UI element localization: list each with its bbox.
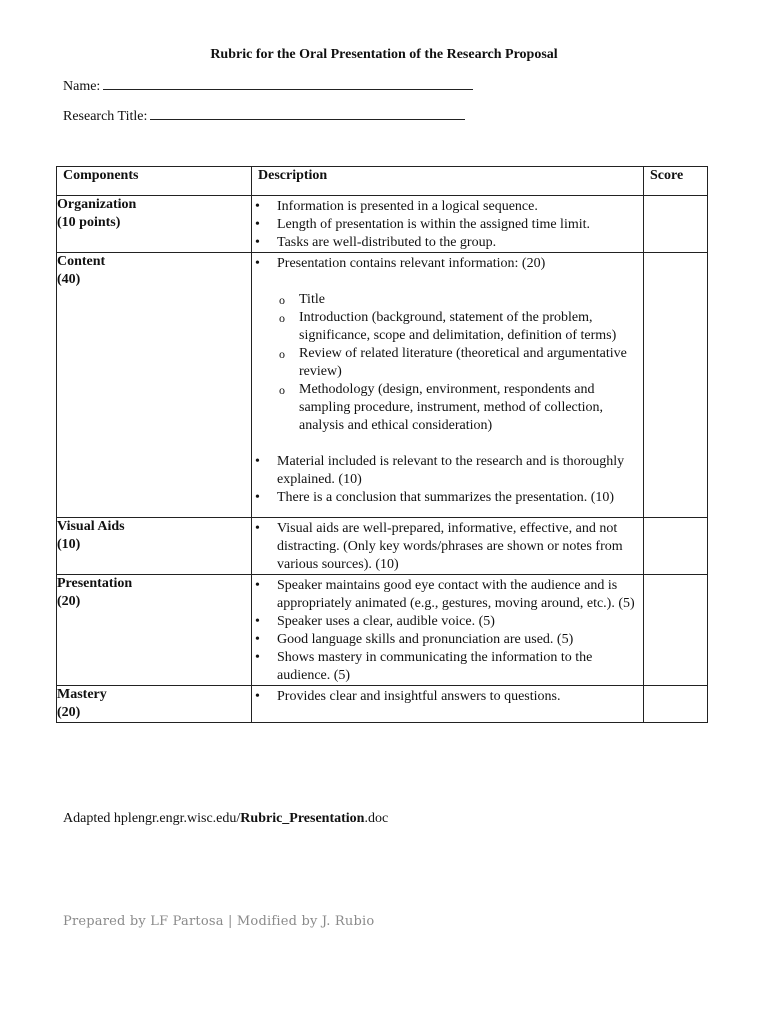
description-item: • Provides clear and insightful answers to questions.	[252, 688, 643, 706]
description-item: • There is a conclusion that summarizes the presentation. (10)	[252, 489, 643, 507]
table-row	[57, 518, 708, 575]
description-cell	[252, 575, 644, 686]
description-cell	[252, 196, 644, 253]
component-cell	[57, 518, 252, 575]
table-row	[57, 196, 708, 253]
name-label: Name:	[63, 79, 101, 94]
description-item: • Length of presentation is within the assigned time limit.	[252, 216, 643, 234]
prepared-by-footer: Prepared by LF Partosa | Modified by J. Rubio	[63, 914, 375, 929]
component-name: Presentation	[57, 576, 133, 591]
sub-item: o Methodology (design, environment, respondents and sampling procedure, instrument, method of collection, analysis and ethical consideration)	[252, 381, 643, 435]
name-field	[63, 78, 473, 95]
table-row	[57, 253, 708, 518]
score-cell[interactable]	[644, 253, 708, 518]
component-name: Content	[57, 254, 106, 269]
description-item: • Speaker maintains good eye contact with the audience and is appropriately animated (e.g., gestures, moving around, etc.). (5)	[252, 577, 643, 613]
component-points: (20)	[57, 705, 81, 720]
component-cell	[57, 253, 252, 518]
component-cell	[57, 686, 252, 723]
component-name: Mastery	[57, 687, 107, 702]
component-cell	[57, 575, 252, 686]
header-components: Components	[57, 167, 252, 196]
component-name: Organization	[57, 197, 137, 212]
description-item: • Information is presented in a logical sequence.	[252, 198, 643, 216]
research-title-label: Research Title:	[63, 109, 148, 124]
component-points: (10 points)	[57, 215, 121, 230]
component-points: (10)	[57, 537, 81, 552]
header-score: Score	[644, 167, 708, 196]
description-item: • Presentation contains relevant information: (20)	[252, 255, 643, 273]
score-cell[interactable]	[644, 196, 708, 253]
header-description: Description	[252, 167, 644, 196]
score-cell[interactable]	[644, 518, 708, 575]
description-item: • Good language skills and pronunciation are used. (5)	[252, 631, 643, 649]
description-item: • Tasks are well-distributed to the group.	[252, 234, 643, 252]
rubric-table	[56, 166, 708, 723]
sub-item: o Review of related literature (theoretical and argumentative review)	[252, 345, 643, 381]
component-points: (40)	[57, 272, 81, 287]
description-cell	[252, 253, 644, 518]
adapted-prefix: Adapted hplengr.engr.wisc.edu/	[63, 811, 241, 826]
table-row	[57, 686, 708, 723]
description-cell	[252, 686, 644, 723]
adapted-filename: Rubric_Presentation	[240, 811, 365, 826]
description-item: • Shows mastery in communicating the information to the audience. (5)	[252, 649, 643, 685]
description-item: • Material included is relevant to the research and is thoroughly explained. (10)	[252, 453, 643, 489]
description-cell	[252, 518, 644, 575]
table-row	[57, 575, 708, 686]
sub-item: o Introduction (background, statement of the problem, significance, scope and delimitation, definition of terms)	[252, 309, 643, 345]
document-title: Rubric for the Oral Presentation of the Research Proposal	[210, 47, 558, 62]
description-item: • Speaker uses a clear, audible voice. (5)	[252, 613, 643, 631]
sub-item: o Title	[252, 291, 643, 309]
research-title-blank-line	[150, 108, 465, 120]
component-points: (20)	[57, 594, 81, 609]
adapted-suffix: .doc	[364, 811, 389, 826]
description-item: • Visual aids are well-prepared, informative, effective, and not distracting. (Only key words/phrases are shown or notes from various sources). (10)	[252, 520, 643, 574]
name-blank-line	[103, 78, 473, 90]
research-title-field	[63, 108, 465, 125]
component-name: Visual Aids	[57, 519, 125, 534]
table-header-row	[57, 167, 708, 196]
component-cell	[57, 196, 252, 253]
adapted-source-note	[63, 811, 388, 827]
score-cell[interactable]	[644, 686, 708, 723]
score-cell[interactable]	[644, 575, 708, 686]
